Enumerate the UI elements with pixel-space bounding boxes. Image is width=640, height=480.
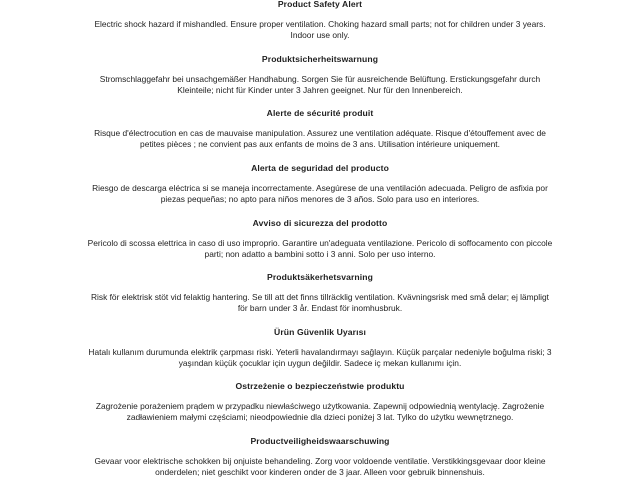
section-turkish [0, 327, 640, 370]
section-body: Pericolo di scossa elettrica in caso di uso improprio. Garantire un'adeguata ventilazione. Pericolo di soffocamento con piccole parti; non adatto a bambini sotto i 3 anni. Solo per uso interno. [87, 238, 553, 260]
section-body: Electric shock hazard if mishandled. Ensure proper ventilation. Choking hazard small parts; not for children under 3 years. Indoor use only. [94, 19, 546, 41]
section-body: Hatalı kullanım durumunda elektrik çarpması riski. Yeterli havalandırmayı sağlayın. Küçük parçalar nedeniyle boğulma riski; 3 yaşından küçük çocuklar için uygun değildir. Sadece iç mekan kullanımı için. [88, 347, 552, 369]
section-heading: Ostrzeżenie o bezpieczeństwie produktu [235, 381, 405, 391]
section-polish [0, 381, 640, 424]
section-heading: Produktsäkerhetsvarning [267, 272, 373, 282]
section-dutch [0, 436, 640, 479]
section-body: Zagrożenie porażeniem prądem w przypadku niewłaściwego użytkowania. Zapewnij odpowiednią wentylację. Zagrożenie zadławieniem małymi częściami; nieodpowiednie dla dzieci poniżej 3 lat. Tylko do użytku wewnętrznego. [95, 401, 545, 423]
section-heading: Ürün Güvenlik Uyarısı [274, 327, 366, 337]
section-heading: Product Safety Alert [277, 0, 363, 9]
section-body: Gevaar voor elektrische schokken bij onjuiste behandeling. Zorg voor voldoende ventilatie. Verstikkingsgevaar door kleine onderdelen; niet geschikt voor kinderen onder de 3 jaar. Alleen voor gebruik binnenshuis. [94, 456, 546, 478]
section-body: Stromschlaggefahr bei unsachgemäßer Handhabung. Sorgen Sie für ausreichende Belüftung. Erstickungsgefahr durch Kleinteile; nicht für Kinder unter 3 Jahren geeignet. Nur für den Innenbereich. [99, 74, 541, 96]
section-italian [0, 218, 640, 261]
section-heading: Produktsicherheitswarnung [261, 54, 379, 64]
section-heading: Alerta de seguridad del producto [251, 163, 389, 173]
section-heading: Alerte de sécurité produit [266, 108, 374, 118]
section-body: Riesgo de descarga eléctrica si se maneja incorrectamente. Asegúrese de una ventilación adecuada. Peligro de asfixia por piezas pequeñas; no apto para niños menores de 3 años. Solo para uso en interiores. [92, 183, 548, 205]
section-heading: Productveiligheidswaarschuwing [250, 436, 390, 446]
section-heading: Avviso di sicurezza del prodotto [252, 218, 388, 228]
section-body: Risk för elektrisk stöt vid felaktig hantering. Se till att det finns tillräcklig ventilation. Kvävningsrisk med små delar; ej lämpligt för barn under 3 år. Endast för inomhusbruk. [90, 292, 550, 314]
section-german [0, 54, 640, 97]
section-spanish [0, 163, 640, 206]
section-swedish [0, 272, 640, 315]
section-french [0, 108, 640, 151]
section-body: Risque d'électrocution en cas de mauvaise manipulation. Assurez une ventilation adéquate. Risque d'étouffement avec de petites pièces ; ne convient pas aux enfants de moins de 3 ans. Utilisation intérieure uniquement. [94, 128, 546, 150]
section-english [0, 0, 640, 42]
